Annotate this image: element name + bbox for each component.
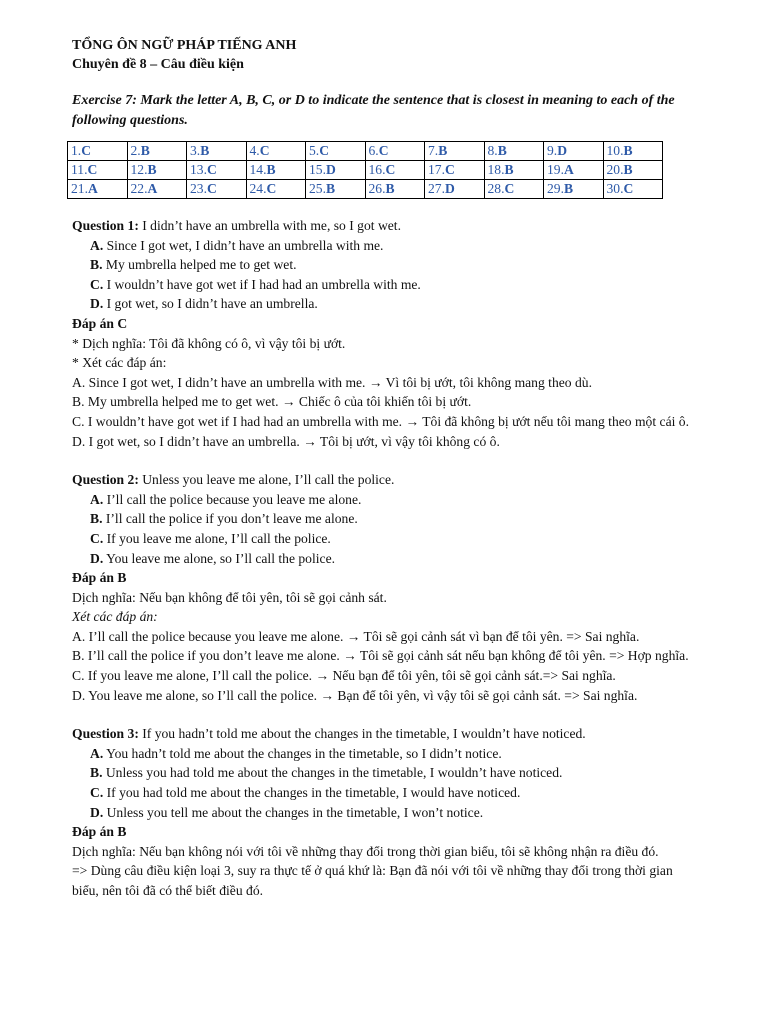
question-text: Unless you leave me alone, I’ll call the police. bbox=[138, 472, 395, 488]
answer-number: 12. bbox=[130, 162, 148, 177]
answer-key-cell bbox=[425, 161, 485, 180]
answer-letter: D bbox=[326, 162, 336, 177]
answer-number: 3. bbox=[190, 143, 201, 158]
answer-key-cell bbox=[365, 142, 425, 161]
answer-letter: B bbox=[140, 143, 150, 158]
question-label: Question 1: bbox=[72, 218, 139, 233]
answer-number: 4. bbox=[249, 143, 260, 158]
explanation-b: B. I’ll call the police if you don’t leave me alone. → Tôi sẽ gọi cảnh sát nếu bạn không để tôi yên. => Hợp nghĩa. bbox=[72, 648, 689, 664]
answer-key-cell bbox=[187, 180, 247, 199]
answer-key-row bbox=[68, 161, 663, 180]
answer-number: 17. bbox=[428, 162, 445, 177]
explanation-c: C. I wouldn’t have got wet if I had had an umbrella with me. → Tôi đã không bị ướt nếu tôi mang theo một cái ô. bbox=[72, 413, 689, 429]
answer-number: 26. bbox=[368, 181, 386, 196]
answer-title: Đáp án B bbox=[72, 824, 127, 840]
answer-key-cell bbox=[484, 161, 544, 180]
answer-number: 20. bbox=[606, 162, 624, 177]
conclusion: => Dùng câu điều kiện loại 3, suy ra thực tế ở quá khứ là: Bạn đã nói với tôi về những thay đổi trong thời gian biểu, nên tôi đã có thể biết điều đó. bbox=[72, 863, 673, 898]
answer-number: 16. bbox=[368, 162, 386, 177]
option-b: B. Unless you had told me about the changes in the timetable, I wouldn’t have noticed. bbox=[90, 765, 563, 781]
answer-key-row bbox=[68, 180, 663, 199]
answer-key-cell bbox=[68, 180, 128, 199]
answer-key-cell bbox=[187, 161, 247, 180]
answer-number: 13. bbox=[190, 162, 207, 177]
answer-letter: D bbox=[557, 143, 568, 158]
answer-key-cell bbox=[127, 161, 187, 180]
answer-number: 28. bbox=[487, 181, 505, 196]
answer-key-cell bbox=[306, 142, 366, 161]
answer-number: 27. bbox=[428, 181, 445, 196]
exercise-instruction bbox=[72, 91, 702, 131]
answer-letter: A bbox=[147, 181, 158, 196]
answer-key-cell bbox=[365, 180, 425, 199]
question-text: If you hadn’t told me about the changes in the timetable, I wouldn’t have noticed. bbox=[138, 726, 586, 742]
answer-title: Đáp án C bbox=[72, 315, 128, 331]
answer-number: 29. bbox=[547, 181, 564, 196]
explanation-b: B. My umbrella helped me to get wet. → Chiếc ô của tôi khiến tôi bị ướt. bbox=[72, 394, 472, 410]
answer-key-cell bbox=[603, 142, 663, 161]
exercise-label: Exercise 7 bbox=[72, 93, 133, 108]
explanation-d: D. You leave me alone, so I’ll call the police. → Bạn để tôi yên, vì vậy tôi sẽ gọi cảnh sát. => Sai nghĩa. bbox=[72, 687, 638, 703]
question-1 bbox=[72, 216, 702, 451]
answer-number: 19. bbox=[547, 162, 564, 177]
option-d: D. You leave me alone, so I’ll call the police. bbox=[90, 550, 336, 566]
answer-key-cell bbox=[246, 180, 306, 199]
answer-key-row bbox=[68, 142, 663, 161]
question-2 bbox=[72, 470, 702, 705]
answer-key-cell bbox=[68, 161, 128, 180]
answer-number: 18. bbox=[487, 162, 505, 177]
answer-key-cell bbox=[603, 180, 663, 199]
answer-key-cell bbox=[187, 142, 247, 161]
question-label: Question 3: bbox=[72, 726, 139, 742]
answer-letter: B bbox=[385, 181, 395, 196]
answer-letter: D bbox=[445, 181, 455, 196]
answer-letter: C bbox=[259, 143, 270, 158]
answer-number: 30. bbox=[606, 181, 624, 196]
option-c: C. If you had told me about the changes in the timetable, I would have noticed. bbox=[90, 785, 521, 801]
answer-number: 22. bbox=[130, 181, 148, 196]
answer-number: 24. bbox=[249, 181, 267, 196]
answer-letter: C bbox=[81, 143, 92, 158]
answer-key-cell bbox=[306, 180, 366, 199]
answer-letter: B bbox=[266, 162, 276, 177]
answer-letter: C bbox=[445, 162, 455, 177]
translation: * Dịch nghĩa: Tôi đã không có ô, vì vậy tôi bị ướt. bbox=[72, 335, 346, 351]
answer-key-cell bbox=[544, 180, 604, 199]
question-text: I didn’t have an umbrella with me, so I got wet. bbox=[138, 218, 401, 233]
option-b: B. My umbrella helped me to get wet. bbox=[90, 257, 297, 273]
answer-key-cell bbox=[246, 161, 306, 180]
answer-key-cell bbox=[365, 161, 425, 180]
answer-letter: C bbox=[378, 143, 389, 158]
review-label: Xét các đáp án: bbox=[72, 609, 158, 625]
answer-number: 8. bbox=[487, 143, 498, 158]
answer-letter: B bbox=[564, 181, 574, 196]
document-page bbox=[72, 36, 702, 901]
document-title: TỔNG ÔN NGỮ PHÁP TIẾNG ANH bbox=[72, 38, 297, 53]
question-3 bbox=[72, 724, 702, 900]
answer-key-cell bbox=[544, 161, 604, 180]
review-label: * Xét các đáp án: bbox=[72, 355, 167, 371]
answer-number: 9. bbox=[547, 143, 558, 158]
answer-number: 1. bbox=[71, 143, 82, 158]
answer-key-cell bbox=[484, 180, 544, 199]
explanation-c: C. If you leave me alone, I’ll call the police. → Nếu bạn để tôi yên, tôi sẽ gọi cảnh sát.=> Sai nghĩa. bbox=[72, 668, 616, 684]
document-subtitle: Chuyên đề 8 – Câu điều kiện bbox=[72, 57, 244, 72]
answer-letter: C bbox=[207, 181, 217, 196]
answer-number: 7. bbox=[428, 143, 439, 158]
option-c: C. If you leave me alone, I’ll call the police. bbox=[90, 530, 331, 546]
answer-number: 15. bbox=[309, 162, 326, 177]
answer-key-cell bbox=[127, 142, 187, 161]
answer-number: 14. bbox=[249, 162, 267, 177]
answer-letter: C bbox=[207, 162, 217, 177]
answer-letter: C bbox=[87, 162, 98, 177]
answer-letter: A bbox=[564, 162, 574, 177]
answer-key-cell bbox=[306, 161, 366, 180]
option-c: C. I wouldn’t have got wet if I had had an umbrella with me. bbox=[90, 276, 421, 292]
answer-letter: B bbox=[147, 162, 157, 177]
answer-letter: B bbox=[200, 143, 210, 158]
answer-key-cell bbox=[68, 142, 128, 161]
answer-number: 10. bbox=[606, 143, 624, 158]
explanation-a: A. I’ll call the police because you leave me alone. → Tôi sẽ gọi cảnh sát vì bạn để tôi yên. => Sai nghĩa. bbox=[72, 628, 640, 644]
answer-letter: C bbox=[319, 143, 330, 158]
answer-key-cell bbox=[425, 142, 485, 161]
question-label: Question 2: bbox=[72, 472, 139, 488]
option-a: A. I’ll call the police because you leave me alone. bbox=[90, 491, 362, 507]
answer-letter: B bbox=[326, 181, 336, 196]
translation: Dịch nghĩa: Nếu bạn không nói với tôi về những thay đổi trong thời gian biểu, tôi sẽ không nhận ra điều đó. bbox=[72, 843, 659, 859]
answer-key-cell bbox=[544, 142, 604, 161]
answer-letter: B bbox=[497, 143, 507, 158]
exercise-text: : Mark the letter A, B, C, or D to indicate the sentence that is closest in meaning to each of the following questions. bbox=[72, 93, 675, 128]
answer-letter: B bbox=[623, 143, 633, 158]
answer-number: 11. bbox=[71, 162, 88, 177]
option-b: B. I’ll call the police if you don’t leave me alone. bbox=[90, 511, 358, 527]
answer-title: Đáp án B bbox=[72, 570, 127, 586]
answer-letter: C bbox=[623, 181, 634, 196]
answer-letter: B bbox=[623, 162, 633, 177]
option-a: A. Since I got wet, I didn’t have an umbrella with me. bbox=[90, 237, 384, 253]
option-d: D. Unless you tell me about the changes in the timetable, I won’t notice. bbox=[90, 804, 484, 820]
answer-letter: C bbox=[504, 181, 515, 196]
answer-key-cell bbox=[425, 180, 485, 199]
translation: Dịch nghĩa: Nếu bạn không để tôi yên, tôi sẽ gọi cảnh sát. bbox=[72, 589, 387, 605]
answer-key-table bbox=[67, 141, 663, 199]
answer-number: 2. bbox=[130, 143, 141, 158]
answer-letter: B bbox=[504, 162, 514, 177]
answer-letter: C bbox=[385, 162, 396, 177]
answer-letter: C bbox=[266, 181, 277, 196]
answer-key-cell bbox=[484, 142, 544, 161]
explanation-a: A. Since I got wet, I didn’t have an umbrella with me. → Vì tôi bị ướt, tôi không mang theo dù. bbox=[72, 374, 592, 390]
answer-number: 6. bbox=[368, 143, 379, 158]
answer-number: 25. bbox=[309, 181, 326, 196]
answer-number: 5. bbox=[309, 143, 320, 158]
answer-key-cell bbox=[246, 142, 306, 161]
explanation-d: D. I got wet, so I didn’t have an umbrella. → Tôi bị ướt, vì vậy tôi không có ô. bbox=[72, 433, 500, 449]
answer-key-cell bbox=[603, 161, 663, 180]
option-a: A. You hadn’t told me about the changes in the timetable, so I didn’t notice. bbox=[90, 745, 502, 761]
answer-key-cell bbox=[127, 180, 187, 199]
option-d: D. I got wet, so I didn’t have an umbrella. bbox=[90, 296, 318, 312]
answer-letter: B bbox=[438, 143, 448, 158]
answer-letter: A bbox=[88, 181, 98, 196]
answer-number: 23. bbox=[190, 181, 207, 196]
answer-number: 21. bbox=[71, 181, 88, 196]
